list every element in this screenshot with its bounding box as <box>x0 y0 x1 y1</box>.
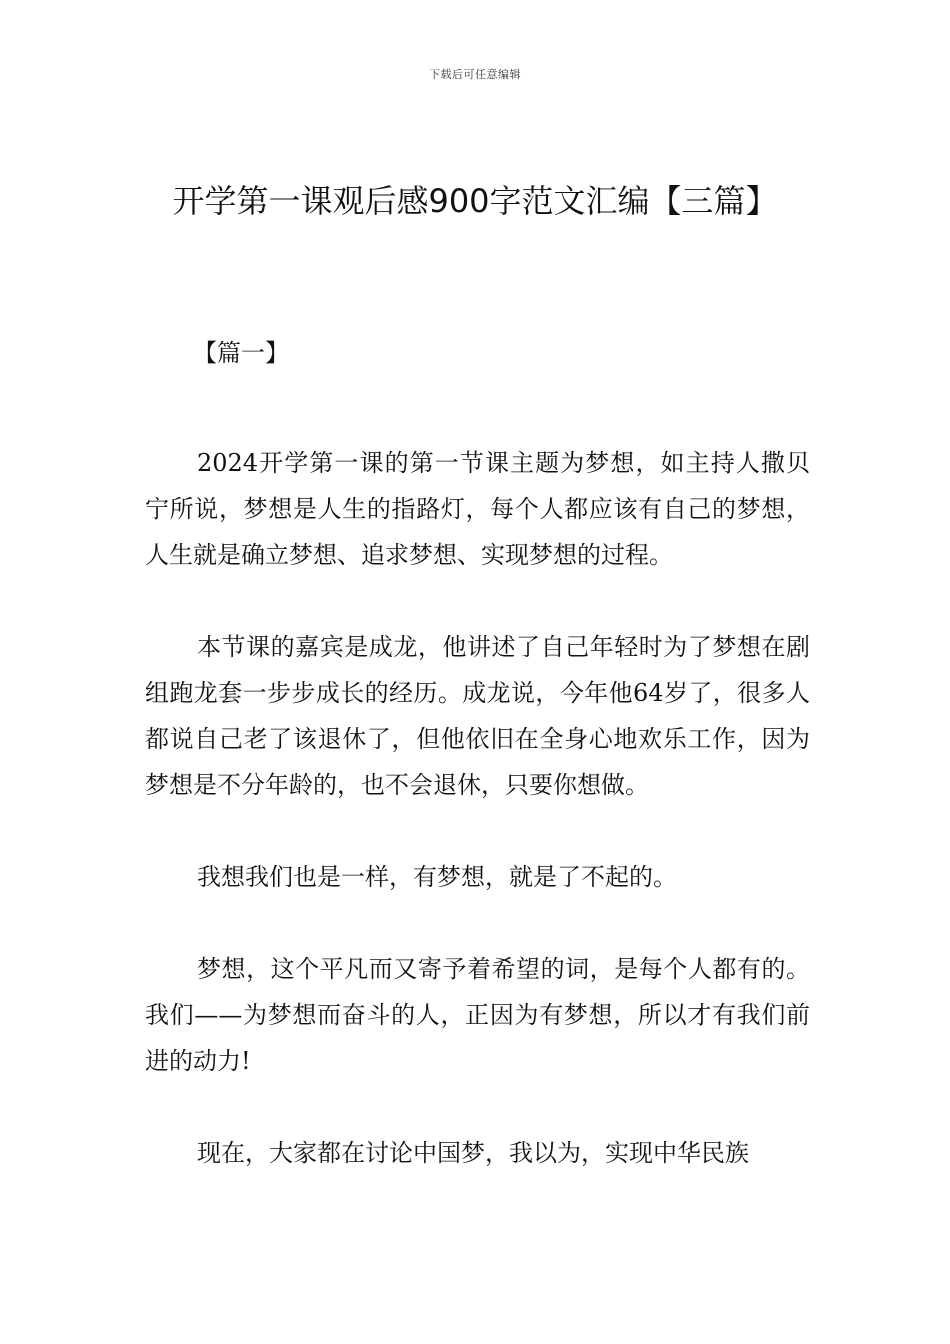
document-title: 开学第一课观后感900字范文汇编【三篇】 <box>172 182 778 220</box>
paragraph-4: 梦想，这个平凡而又寄予着希望的词，是每个人都有的。我们——为梦想而奋斗的人，正因为有梦想，所以才有我们前进的动力! <box>145 955 810 1075</box>
paragraph-1: 2024开学第一课的第一节课主题为梦想，如主持人撒贝宁所说，梦想是人生的指路灯，每个人都应该有自己的梦想，人生就是确立梦想、追求梦想、实现梦想的过程。 <box>145 449 810 569</box>
header-note: 下载后可任意编辑 <box>429 68 521 81</box>
paragraph-2: 本节课的嘉宾是成龙，他讲述了自己年轻时为了梦想在剧组跑龙套一步步成长的经历。成龙说，今年他64岁了，很多人都说自己老了该退休了，但他依旧在全身心地欢乐工作，因为梦想是不分年龄的，也不会退休，只要你想做。 <box>145 633 810 799</box>
paragraph-3: 我想我们也是一样，有梦想，就是了不起的。 <box>197 863 677 891</box>
paragraph-5: 现在，大家都在讨论中国梦，我以为，实现中华民族 <box>197 1139 749 1167</box>
document-body <box>145 330 810 1222</box>
section-heading: 【篇一】 <box>193 339 289 367</box>
